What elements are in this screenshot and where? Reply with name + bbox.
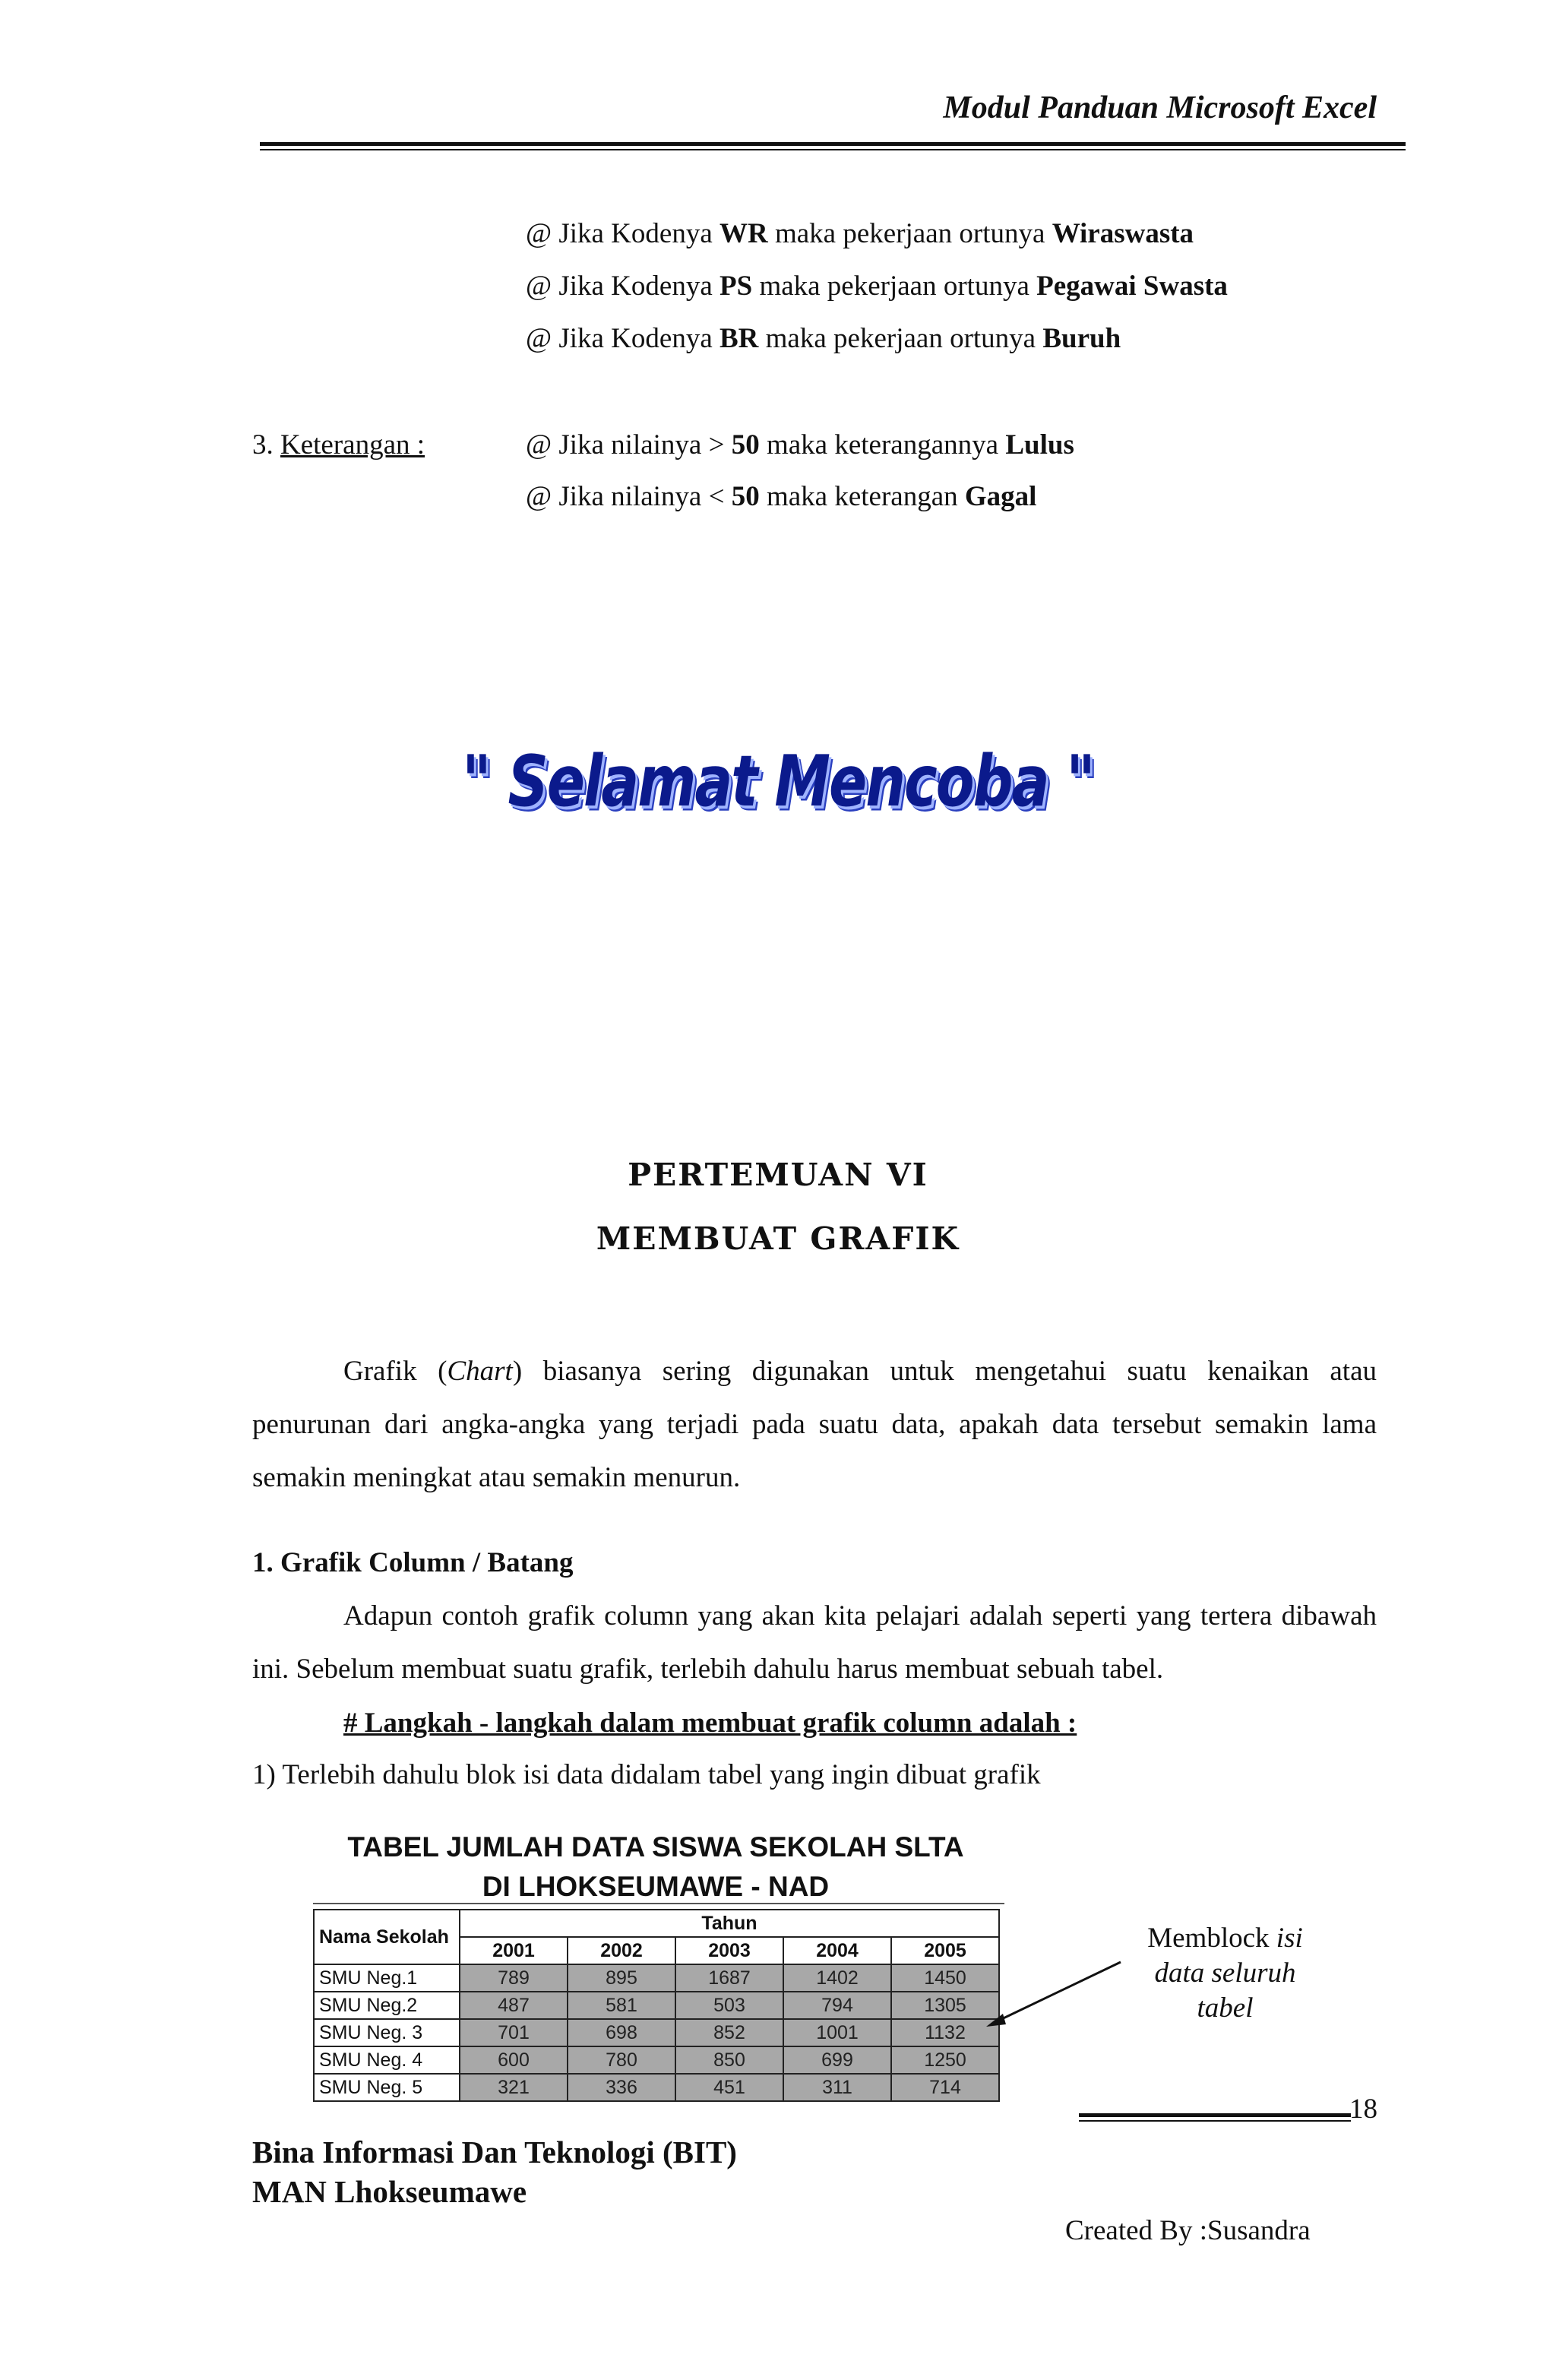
subsection-title: 1. Grafik Column / Batang <box>252 1547 574 1578</box>
table-cell: 451 <box>675 2074 783 2101</box>
table-cell: 699 <box>783 2046 891 2074</box>
footer-school: MAN Lhokseumawe <box>252 2174 527 2209</box>
table-cell: 336 <box>568 2074 675 2101</box>
footer-rule-thin <box>1079 2120 1351 2122</box>
table-cell: 698 <box>568 2019 675 2046</box>
keterangan-rule-lulus: @ Jika nilainya > 50 maka keterangannya Lulus <box>526 429 1074 460</box>
table-cell: 1132 <box>891 2019 999 2046</box>
table-row <box>314 2046 999 2074</box>
table-cell: 1687 <box>675 1964 783 1992</box>
keterangan-rule-gagal: @ Jika nilainya < 50 maka keterangan Gagal <box>526 481 1037 512</box>
column-header-nama-sekolah: Nama Sekolah <box>314 1910 460 1964</box>
table-cell: 794 <box>783 1992 891 2019</box>
table-cell: 701 <box>460 2019 568 2046</box>
table-cell: 1402 <box>783 1964 891 1992</box>
school-name: SMU Neg. 5 <box>314 2074 460 2101</box>
table-cell: 1305 <box>891 1992 999 2019</box>
excel-table-title: TABEL JUMLAH DATA SISWA SEKOLAH SLTA <box>347 1831 964 1863</box>
page-number: 18 <box>1349 2094 1377 2125</box>
year-header: 2004 <box>783 1937 891 1964</box>
table-row <box>314 2019 999 2046</box>
code-line-br: @ Jika Kodenya BR maka pekerjaan ortunya Buruh <box>526 323 1121 354</box>
year-header: 2005 <box>891 1937 999 1964</box>
section-heading-pertemuan: PERTEMUAN VI <box>628 1157 928 1193</box>
excel-table-screenshot <box>307 1822 1004 2122</box>
school-name: SMU Neg. 4 <box>314 2046 460 2074</box>
table-cell: 1250 <box>891 2046 999 2074</box>
school-name: SMU Neg.2 <box>314 1992 460 2019</box>
header-rule-thick <box>260 142 1406 146</box>
table-row <box>314 1964 999 1992</box>
table-cell: 503 <box>675 1992 783 2019</box>
callout-note: Memblock isi data seluruh tabel <box>1147 1923 1303 2024</box>
code-line-ps: @ Jika Kodenya PS maka pekerjaan ortunya Pegawai Swasta <box>526 271 1228 302</box>
table-cell: 852 <box>675 2019 783 2046</box>
table-cell: 1001 <box>783 2019 891 2046</box>
section-heading-membuat-grafik: MEMBUAT GRAFIK <box>596 1220 960 1257</box>
excel-table-separator <box>313 1903 1004 1904</box>
subsection-paragraph: Adapun contoh grafik column yang akan kita pelajari adalah seperti yang tertera dibawah ini. Sebelum membuat suatu grafik, terlebih dahulu harus membuat sebuah tabel. <box>252 1600 1377 1685</box>
intro-paragraph: Grafik (Chart) biasanya sering digunakan untuk mengetahui suatu kenaikan atau penurunan dari angka-angka yang terjadi pada suatu data, apakah data tersebut semakin lama semakin meningkat atau semakin menurun. <box>252 1356 1377 1493</box>
keterangan-label: 3. Keterangan : <box>252 429 425 460</box>
school-name: SMU Neg.1 <box>314 1964 460 1992</box>
page-header-title: Modul Panduan Microsoft Excel <box>943 90 1377 125</box>
school-name: SMU Neg. 3 <box>314 2019 460 2046</box>
table-cell: 321 <box>460 2074 568 2101</box>
step-1: 1) Terlebih dahulu blok isi data didalam tabel yang ingin dibuat grafik <box>252 1759 1041 1790</box>
callout-arrow-icon <box>980 1953 1132 2037</box>
table-cell: 780 <box>568 2046 675 2074</box>
code-line-wr: @ Jika Kodenya WR maka pekerjaan ortunya Wiraswasta <box>526 218 1194 249</box>
table-cell: 895 <box>568 1964 675 1992</box>
year-header: 2001 <box>460 1937 568 1964</box>
footer-author: Created By :Susandra <box>1065 2215 1311 2246</box>
column-header-tahun: Tahun <box>460 1910 999 1937</box>
table-cell: 850 <box>675 2046 783 2074</box>
steps-heading: # Langkah - langkah dalam membuat grafik column adalah : <box>343 1707 1077 1739</box>
table-cell: 581 <box>568 1992 675 2019</box>
table-cell: 600 <box>460 2046 568 2074</box>
footer-organization: Bina Informasi Dan Teknologi (BIT) <box>252 2135 737 2170</box>
table-row <box>314 1992 999 2019</box>
excel-data-table <box>313 1909 1000 2102</box>
table-cell: 311 <box>783 2074 891 2101</box>
table-cell: 714 <box>891 2074 999 2101</box>
table-cell: 487 <box>460 1992 568 2019</box>
table-cell: 1450 <box>891 1964 999 1992</box>
header-rule-thin <box>260 149 1406 150</box>
excel-table-subtitle: DI LHOKSEUMAWE - NAD <box>482 1871 830 1902</box>
table-row <box>314 2074 999 2101</box>
table-cell: 789 <box>460 1964 568 1992</box>
year-header: 2003 <box>675 1937 783 1964</box>
year-header: 2002 <box>568 1937 675 1964</box>
footer-rule-thick <box>1079 2113 1351 2117</box>
wordart-selamat-mencoba: " Selamat Mencoba " <box>462 741 1094 823</box>
